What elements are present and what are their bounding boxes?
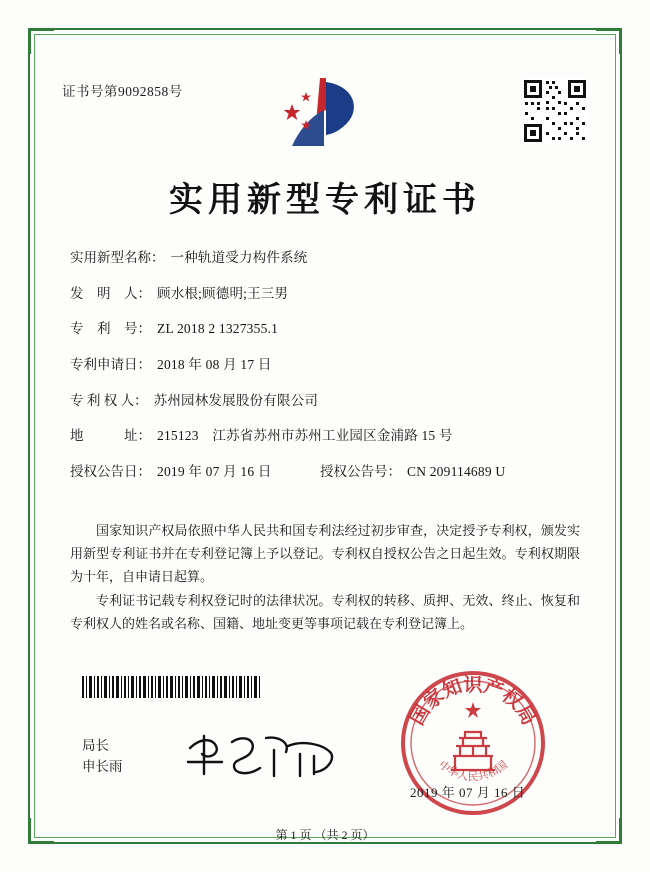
signatory-block bbox=[82, 736, 123, 778]
grant-date-label: 授权公告日： bbox=[70, 464, 151, 480]
qr-code-icon bbox=[522, 78, 588, 144]
field-label: 专 利 权 人： bbox=[70, 392, 148, 408]
field-row bbox=[70, 393, 590, 409]
grant-date-value: 2019 年 07 月 16 日 bbox=[157, 464, 272, 480]
signatory-title: 局长 bbox=[82, 738, 109, 753]
legal-text bbox=[70, 520, 580, 638]
field-label: 专 利 号： bbox=[70, 321, 151, 337]
page-footer: 第 1 页 （共 2 页） bbox=[275, 828, 375, 842]
svg-text:国家知识产权局: 国家知识产权局 bbox=[406, 674, 540, 729]
field-value: 一种轨道受力构件系统 bbox=[170, 250, 308, 265]
field-list bbox=[70, 250, 590, 500]
field-value: ZL 2018 2 1327355.1 bbox=[157, 321, 279, 337]
signatory-name: 申长雨 bbox=[82, 758, 123, 774]
handwritten-signature-icon bbox=[182, 728, 342, 786]
grant-number-value: CN 209114689 U bbox=[407, 464, 506, 480]
grant-number-label: 授权公告号： bbox=[320, 464, 401, 480]
barcode-icon bbox=[82, 676, 260, 698]
corner-ornament-top-right bbox=[596, 28, 622, 54]
field-value: 苏州园林发展股份有限公司 bbox=[153, 392, 319, 408]
field-label: 专利申请日： bbox=[70, 357, 151, 373]
field-row bbox=[70, 250, 590, 266]
field-label: 地 址： bbox=[70, 428, 151, 444]
field-row bbox=[70, 321, 590, 337]
page-title: 实用新型专利证书 bbox=[169, 180, 481, 220]
cnipa-logo-icon bbox=[262, 72, 382, 152]
corner-ornament-top-left bbox=[28, 28, 54, 54]
legal-paragraph: 专利证书记载专利权登记时的法律状况。专利权的转移、质押、无效、终止、恢复和专利权人的姓名或名称、国籍、地址变更等事项记载在专利登记簿上。 bbox=[70, 593, 580, 631]
field-row bbox=[70, 428, 590, 444]
grant-row bbox=[70, 464, 590, 480]
field-row bbox=[70, 286, 590, 302]
svg-text:中华人民共和国: 中华人民共和国 bbox=[436, 758, 510, 784]
field-label: 实用新型名称： bbox=[70, 250, 165, 265]
field-row bbox=[70, 357, 590, 373]
certificate-number: 证书号第9092858号 bbox=[62, 84, 183, 99]
legal-paragraph: 国家知识产权局依照中华人民共和国专利法经过初步审查，决定授予专利权，颁发实用新型专利证书并在专利登记簿上予以登记。专利权自授权公告之日起生效。专利权期限为十年，自申请日起算。 bbox=[70, 523, 580, 584]
field-label: 发 明 人： bbox=[70, 285, 151, 301]
field-value: 顾水根;顾德明;王三男 bbox=[157, 285, 289, 301]
field-value: 215123 江苏省苏州市苏州工业园区金浦路 15 号 bbox=[157, 428, 453, 444]
field-value: 2018 年 08 月 17 日 bbox=[157, 357, 272, 373]
seal-date: 2019 年 07 月 16 日 bbox=[410, 785, 526, 800]
